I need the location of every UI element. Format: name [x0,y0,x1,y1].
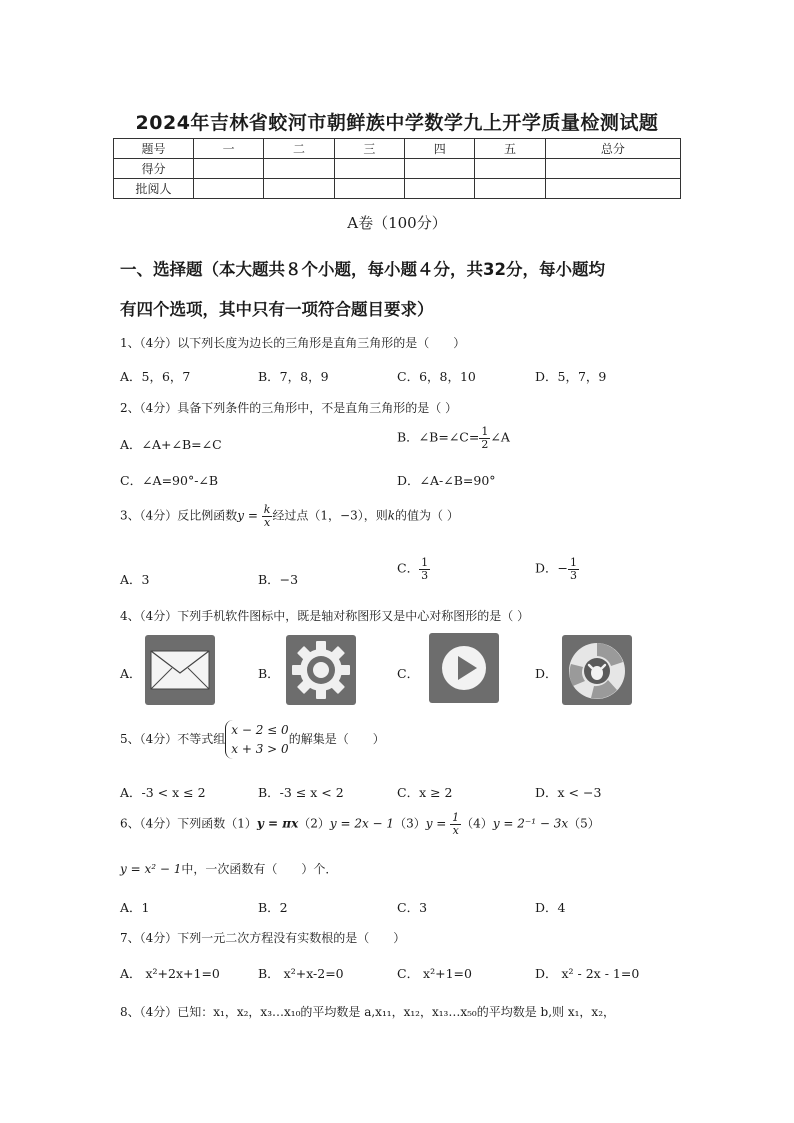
fraction-numerator: k [263,503,271,516]
q4-option-d: D． [535,666,558,681]
function-1: y = πx [256,816,299,831]
q3-middle: 经过点（1，−3），则 [272,508,388,523]
table-cell: 四 [405,139,475,159]
inequality-line: x + 3 > 0 [231,741,289,756]
q3-option-b: B．−3 [258,572,299,587]
q2-b-prefix: B．∠B=∠C= [397,429,480,445]
question-6-stem [120,812,600,836]
table-cell [194,179,264,199]
question-8-stem: 8、（4分）已知：x₁，x₂，x₃…x₁₀的平均数是 a,x₁₁，x₁₂，x₁₃…x₅₀的平均数是 b,则 x₁，x₂， [120,1005,616,1019]
q3-option-d [535,557,579,581]
table-cell: 一 [194,139,264,159]
fraction-denominator: x [263,515,271,529]
q5-option-a: A．-3 < x ≤ 2 [120,785,206,800]
question-1-stem: 1、（4分）以下列长度为边长的三角形是直角三角形的是（ ） [120,336,466,350]
label-5: （5） [568,816,600,831]
table-row [114,179,681,199]
q7-option-b: B． x²+x-2=0 [258,966,344,981]
q5-suffix: 的解集是（ ） [288,732,385,747]
option-label: C． [397,560,420,576]
q3-option-a: A．3 [120,572,150,587]
option-label: D．− [535,560,568,576]
q6-option-d: D．4 [535,900,566,915]
question-5-stem [120,720,385,759]
math-var: k [387,508,396,523]
inequality-line: x − 2 ≤ 0 [231,723,289,737]
table-cell [334,179,404,199]
gear-icon [285,634,357,706]
score-table-header [114,139,681,159]
table-cell: 五 [475,139,545,159]
question-7-stem: 7、（4分）下列一元二次方程没有实数根的是（ ） [120,931,406,945]
q2-option-d: D．∠A-∠B=90° [397,473,496,488]
q7-option-a: A． x²+2x+1=0 [120,966,220,981]
table-cell [264,159,334,179]
q2-b-suffix: ∠A [490,429,510,445]
fraction-numerator: 1 [452,811,460,824]
fraction-numerator: 1 [481,425,489,438]
page-title: 2024年吉林省蛟河市朝鲜族中学数学九上开学质量检测试题 [135,112,659,134]
q2-option-a: A．∠A+∠B=∠C [120,437,222,452]
section-heading-line2: 有四个选项，其中只有一项符合题目要求） [120,300,434,319]
fraction-denominator: x [452,823,459,837]
table-cell [194,159,264,179]
envelope-icon [144,634,216,706]
label-3: （3） [394,816,426,831]
q6-option-c: C．3 [397,900,428,915]
label-4: （4） [461,816,493,831]
q3-suffix: 的值为（ ） [395,508,459,523]
q4-option-c: C． [397,666,420,681]
fraction [419,557,430,581]
q1-option-c: C．6，8，10 [397,369,476,384]
q4-option-b: B． [258,666,280,681]
fraction [479,426,490,450]
q4-option-a: A． [120,666,142,681]
inequality-system [225,720,288,759]
math-var: y [237,508,245,523]
section-heading-line1: 一、选择题（本大题共８个小题，每小题４分，共32分，每小题均 [120,260,605,279]
q2-option-c: C．∠A=90°-∠B [120,473,219,488]
fraction-numerator: 1 [421,556,429,569]
table-cell [475,159,545,179]
label-2: （2） [298,816,330,831]
q1-option-d: D．5，7，9 [535,369,607,384]
table-cell [334,159,404,179]
q7-option-d: D． x² - 2x - 1=0 [535,966,640,981]
function-2: y = 2x − 1 [329,816,395,831]
function-4: y = 2⁻¹ − 3x [492,816,569,831]
q6-option-b: B．2 [258,900,288,915]
table-cell: 得分 [114,159,194,179]
fraction-denominator: 2 [481,437,489,451]
q5-option-d: D．x < −3 [535,785,602,800]
table-cell [475,179,545,199]
question-3-stem [120,504,459,528]
table-cell [264,179,334,199]
table-cell: 批阅人 [114,179,194,199]
volume-heading: A卷（100分） [347,214,447,232]
question-4-stem: 4、（4分）下列手机软件图标中，既是轴对称图形又是中心对称图形的是（ ） [120,609,530,623]
fraction-denominator: 3 [570,568,577,582]
score-table [113,138,681,199]
q6-option-a: A．1 [120,900,150,915]
q3-option-c [397,557,430,581]
table-cell [405,179,475,199]
fraction [450,812,461,836]
table-cell: 二 [264,139,334,159]
fraction [262,504,273,528]
math-op: = [244,508,262,523]
q1-option-b: B．7，8，9 [258,369,329,384]
q5-option-b: B．-3 ≤ x < 2 [258,785,344,800]
question-2-stem: 2、（4分）具备下列条件的三角形中，不是直角三角形的是（ ） [120,401,458,415]
q2-option-b [397,426,510,450]
q7-option-c: C． x²+1=0 [397,966,472,981]
bull-logo-icon [561,634,633,706]
table-cell [405,159,475,179]
table-cell: 总分 [545,139,680,159]
q6-suffix: 中，一次函数有（ ）个． [181,862,338,876]
fraction-denominator: 3 [421,568,429,582]
function-5: y = x² − 1 [120,862,182,876]
table-cell [545,159,680,179]
table-cell: 题号 [114,139,194,159]
q3-prefix: 3、（4分）反比例函数 [120,508,238,523]
q5-option-c: C．x ≥ 2 [397,785,453,800]
q1-option-a: A．5，6，7 [120,369,191,384]
function-3-prefix: y = [425,816,451,831]
play-icon [428,632,500,704]
q5-prefix: 5、（4分）不等式组 [120,732,226,747]
table-row [114,159,681,179]
question-6-line2 [120,860,337,877]
table-cell [545,179,680,199]
fraction-numerator: 1 [570,556,577,569]
fraction [568,557,579,581]
table-cell: 三 [334,139,404,159]
q6-prefix: 6、（4分）下列函数（1） [120,816,257,831]
